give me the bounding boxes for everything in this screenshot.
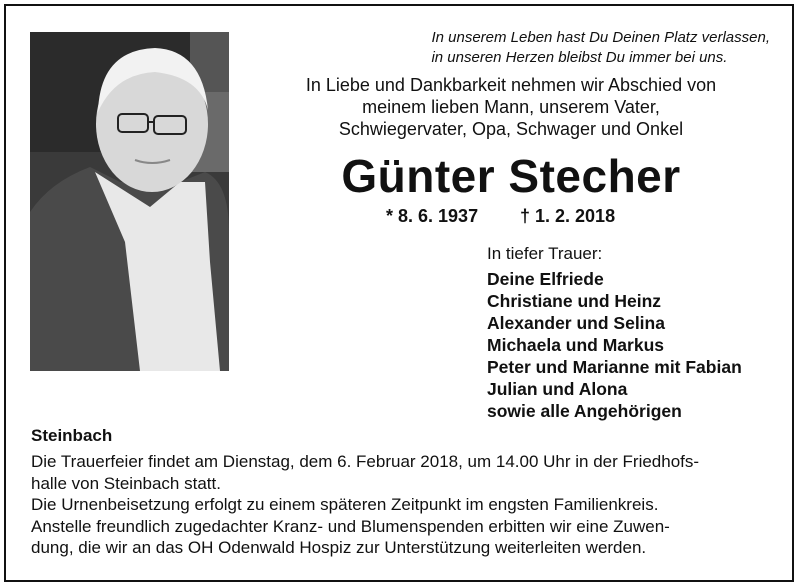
intro-text (232, 74, 790, 140)
deceased-name: Günter Stecher (341, 150, 681, 202)
mourner-name: Deine Elfriede (487, 269, 604, 289)
funeral-notice-text (31, 451, 773, 559)
notice-line: halle von Steinbach statt. (31, 473, 221, 493)
mourner-name: Julian und Alona (487, 379, 628, 399)
mourners-heading: In tiefer Trauer: (487, 244, 603, 263)
birth-date: * 8. 6. 1937 (386, 206, 479, 226)
portrait-photo (30, 32, 229, 371)
notice-line: Die Trauerfeier findet am Dienstag, dem 6. Februar 2018, um 14.00 Uhr in der Friedhofs- (31, 452, 700, 471)
mourners-list (487, 268, 742, 422)
intro-line: meinem lieben Mann, unserem Vater, (362, 97, 660, 117)
motto (431, 28, 770, 68)
notice-line: Die Urnenbeisetzung erfolgt zu einem späteren Zeitpunkt im engsten Familienkreis. (31, 495, 659, 514)
mourner-name: Alexander und Selina (487, 313, 665, 333)
notice-line: dung, die wir an das OH Odenwald Hospiz zur Unterstützung weiterleiten werden. (31, 538, 647, 557)
motto-line: in unseren Herzen bleibst Du immer bei uns. (431, 49, 728, 66)
motto-line: In unserem Leben hast Du Deinen Platz verlassen, (431, 29, 770, 46)
mourner-name: sowie alle Angehörigen (487, 401, 682, 421)
death-date: † 1. 2. 2018 (520, 206, 616, 226)
mourner-name: Peter und Marianne mit Fabian (487, 357, 742, 377)
place-name: Steinbach (31, 426, 113, 445)
intro-line: In Liebe und Dankbarkeit nehmen wir Abschied von (305, 75, 717, 95)
mourner-name: Michaela und Markus (487, 335, 664, 355)
notice-line: Anstelle freundlich zugedachter Kranz- und Blumenspenden erbitten wir eine Zuwen- (31, 516, 670, 536)
intro-line: Schwiegervater, Opa, Schwager und Onkel (338, 119, 684, 139)
mourner-name: Christiane und Heinz (487, 291, 662, 311)
